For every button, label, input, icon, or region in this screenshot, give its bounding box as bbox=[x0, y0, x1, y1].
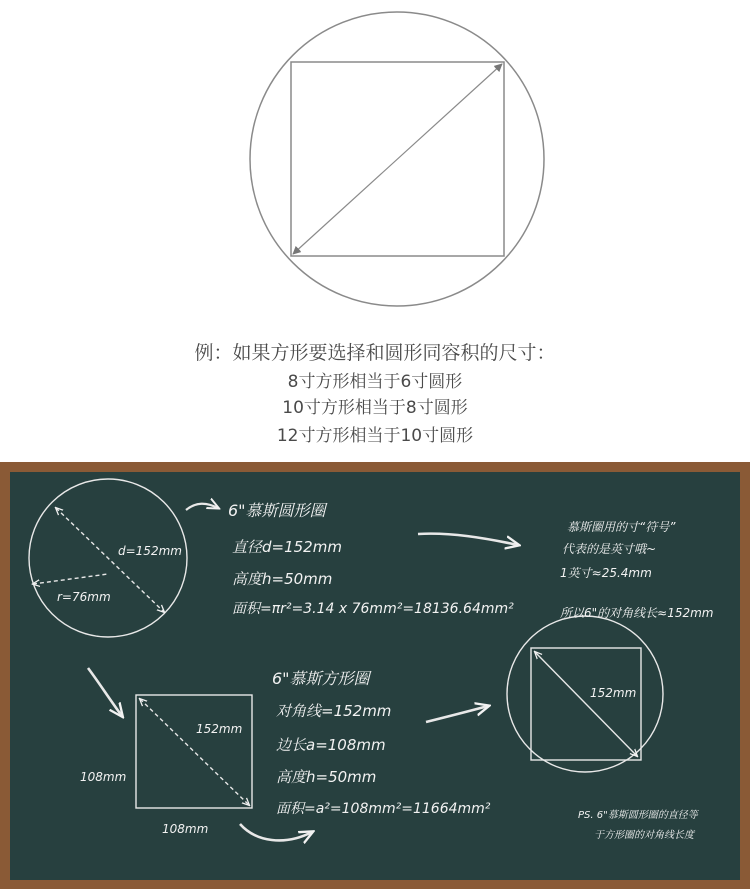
note-line-1: 慕斯圈用的寸“符号” bbox=[567, 520, 676, 534]
round-radius-line bbox=[33, 574, 108, 584]
square-diagonal-label: 152mm bbox=[196, 722, 243, 736]
round-diameter-label: d=152mm bbox=[118, 544, 182, 558]
caption-title: 例：如果方形要选择和圆形同容积的尺寸： bbox=[194, 342, 556, 364]
diagonal-arrow bbox=[293, 64, 502, 254]
round-radius-label: r=76mm bbox=[57, 590, 111, 604]
round-title: 6"慕斯圆形圈 bbox=[228, 501, 326, 520]
inscribed-diagonal-line bbox=[535, 652, 637, 756]
ps-line-2: 于方形圈的对角线长度 bbox=[594, 830, 694, 841]
note-line-2: 代表的是英寸哦~ bbox=[562, 542, 657, 556]
square-mould bbox=[136, 695, 252, 808]
square-area-text: 面积=a²=108mm²=11664mm² bbox=[276, 801, 491, 817]
arrow-to-round-title bbox=[186, 504, 218, 510]
caption-line-1: 8寸方形相当于6寸圆形 bbox=[287, 372, 463, 392]
caption-line-3: 12寸方形相当于10寸圆形 bbox=[276, 426, 474, 446]
inscribed-diagonal-label: 152mm bbox=[590, 686, 637, 700]
arrow-square-to-formula bbox=[240, 824, 312, 840]
square-side-label-bottom: 108mm bbox=[162, 822, 209, 836]
square-diagonal-text: 对角线=152mm bbox=[276, 702, 392, 720]
round-height-text: 高度h=50mm bbox=[232, 570, 333, 588]
arrow-to-note bbox=[418, 534, 518, 545]
inscribed-square-diagram bbox=[0, 0, 750, 330]
arrow-to-inscribed bbox=[426, 706, 488, 722]
caption-line-2: 10寸方形相当于8寸圆形 bbox=[282, 398, 468, 418]
arrow-round-to-square bbox=[88, 668, 122, 716]
round-area-text: 面积=πr²=3.14 x 76mm²=18136.64mm² bbox=[232, 601, 514, 617]
square-diagonal-line bbox=[140, 699, 249, 805]
square-title: 6"慕斯方形圈 bbox=[272, 669, 370, 688]
ps-line-1: PS. 6"慕斯圆形圈的直径等 bbox=[578, 810, 698, 821]
round-diameter-text: 直径d=152mm bbox=[232, 538, 342, 556]
square-side-label-left: 108mm bbox=[80, 770, 127, 784]
square-side-text: 边长a=108mm bbox=[276, 736, 386, 754]
note-line-3: 1英寸≈25.4mm bbox=[560, 566, 652, 580]
square-height-text: 高度h=50mm bbox=[276, 768, 377, 786]
note-line-4: 所以6"的对角线长≈152mm bbox=[560, 606, 714, 620]
